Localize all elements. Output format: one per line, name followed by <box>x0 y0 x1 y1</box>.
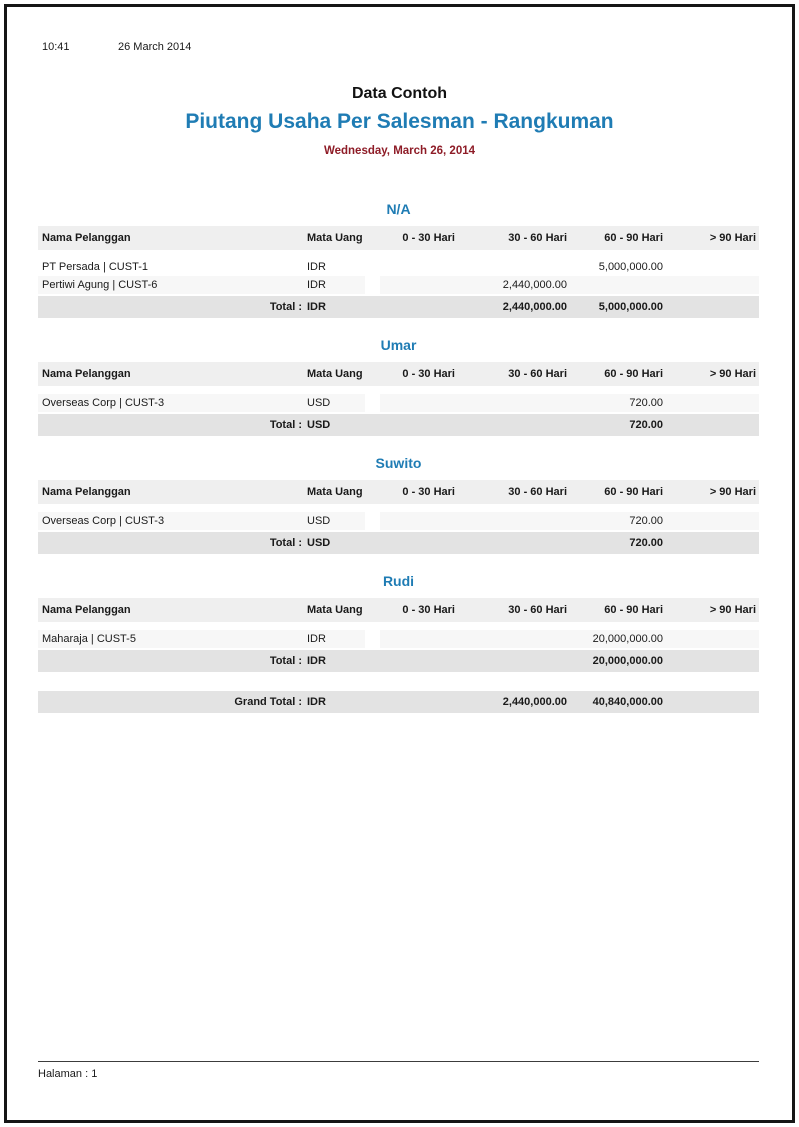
aging-cell <box>666 258 759 276</box>
aging-cell: 2,440,000.00 <box>458 276 570 294</box>
table-row <box>38 630 759 648</box>
total-row <box>38 414 759 436</box>
print-date: 26 March 2014 <box>118 41 192 53</box>
report-date: Wednesday, March 26, 2014 <box>323 145 476 157</box>
customer-cell: Pertiwi Agung | CUST-6 <box>38 276 303 294</box>
customer-cell: PT Persada | CUST-1 <box>42 261 148 273</box>
total-row-value: 720.00 <box>629 419 663 431</box>
aging-cell: 720.00 <box>570 512 666 530</box>
aging-cell <box>666 394 759 412</box>
salesman-section <box>38 573 759 672</box>
section-title: Rudi <box>382 573 415 589</box>
table-row <box>38 276 759 294</box>
aging-cell <box>458 512 570 530</box>
currency-cell: IDR <box>307 261 326 273</box>
customer-cell: Overseas Corp | CUST-3 <box>38 512 303 530</box>
grand-total-row-label: Grand Total : <box>234 696 302 708</box>
grand-total-row-value: 2,440,000.00 <box>502 696 567 708</box>
header-mata-uang: Mata Uang <box>307 486 363 498</box>
header-aging-3: 60 - 90 Hari <box>604 368 663 380</box>
table-header-row <box>38 480 759 504</box>
header-aging-3: 60 - 90 Hari <box>604 232 663 244</box>
column-gap <box>365 630 380 648</box>
column-gap <box>365 296 380 318</box>
header-aging-4: > 90 Hari <box>709 486 756 498</box>
table-header-row <box>38 598 759 622</box>
header-mata-uang: Mata Uang <box>307 232 363 244</box>
customer-cell: Overseas Corp | CUST-3 <box>38 394 303 412</box>
column-gap <box>365 276 380 294</box>
column-gap <box>365 394 380 412</box>
currency-cell: IDR <box>303 276 365 294</box>
total-row-value <box>458 650 570 672</box>
aging-cell <box>380 394 458 412</box>
aging-cell <box>666 512 759 530</box>
total-row-value <box>666 650 759 672</box>
total-row-value: 20,000,000.00 <box>592 655 663 667</box>
header-nama-pelanggan: Nama Pelanggan <box>42 232 131 244</box>
header-nama-pelanggan: Nama Pelanggan <box>42 486 131 498</box>
header-aging-4: > 90 Hari <box>709 232 756 244</box>
footer-divider <box>38 1061 759 1062</box>
aging-cell: 20,000,000.00 <box>570 630 666 648</box>
table-rows <box>38 258 759 294</box>
currency-cell: USD <box>303 512 365 530</box>
header-aging-2: 30 - 60 Hari <box>508 486 567 498</box>
header-nama-pelanggan: Nama Pelanggan <box>42 604 131 616</box>
column-gap <box>365 414 380 436</box>
column-gap <box>365 258 380 276</box>
report-body <box>38 201 759 713</box>
currency-cell: IDR <box>303 630 365 648</box>
column-gap <box>365 598 380 622</box>
company-name: Data Contoh <box>351 85 448 102</box>
total-row-value: 5,000,000.00 <box>598 301 663 313</box>
table-header-row <box>38 362 759 386</box>
header-aging-1: 0 - 30 Hari <box>402 368 455 380</box>
total-row-currency: IDR <box>307 655 326 667</box>
aging-cell <box>380 258 458 276</box>
aging-cell <box>380 630 458 648</box>
header-aging-1: 0 - 30 Hari <box>402 604 455 616</box>
total-row-value: 2,440,000.00 <box>502 301 567 313</box>
table-rows <box>38 630 759 648</box>
aging-cell: 720.00 <box>570 394 666 412</box>
table-header-row <box>38 226 759 250</box>
report-footer <box>38 1061 759 1080</box>
header-aging-2: 30 - 60 Hari <box>508 604 567 616</box>
print-time: 10:41 <box>42 41 70 53</box>
column-gap <box>365 362 380 386</box>
header-aging-2: 30 - 60 Hari <box>508 368 567 380</box>
total-row <box>38 532 759 554</box>
total-row-value <box>380 296 458 318</box>
header-mata-uang: Mata Uang <box>307 604 363 616</box>
salesman-section <box>38 337 759 436</box>
table-row <box>38 512 759 530</box>
total-row <box>38 650 759 672</box>
column-gap <box>365 480 380 504</box>
column-gap <box>365 691 380 713</box>
aging-cell <box>458 630 570 648</box>
total-row-value <box>380 414 458 436</box>
total-row-value <box>458 414 570 436</box>
header-aging-4: > 90 Hari <box>709 604 756 616</box>
column-gap <box>365 650 380 672</box>
aging-cell: 5,000,000.00 <box>598 261 663 273</box>
table-row <box>38 394 759 412</box>
column-gap <box>365 512 380 530</box>
aging-cell <box>458 394 570 412</box>
header-aging-3: 60 - 90 Hari <box>604 604 663 616</box>
total-row-value <box>458 532 570 554</box>
total-row-label: Total : <box>269 301 302 313</box>
header-aging-1: 0 - 30 Hari <box>402 232 455 244</box>
grand-total-row-value: 40,840,000.00 <box>592 696 663 708</box>
grand-total-row-currency: IDR <box>307 696 326 708</box>
currency-cell: USD <box>303 394 365 412</box>
header-aging-3: 60 - 90 Hari <box>604 486 663 498</box>
page-number: Halaman : 1 <box>38 1068 98 1080</box>
total-row-value <box>380 532 458 554</box>
column-gap <box>365 532 380 554</box>
aging-cell <box>380 512 458 530</box>
header-aging-2: 30 - 60 Hari <box>508 232 567 244</box>
total-row <box>38 296 759 318</box>
report-header <box>0 84 799 158</box>
aging-cell <box>380 276 458 294</box>
total-row-currency: USD <box>307 419 331 431</box>
table-row <box>38 258 759 276</box>
grand-total-row <box>38 691 759 713</box>
grand-total-row-value <box>666 691 759 713</box>
report-title: Piutang Usaha Per Salesman - Rangkuman <box>185 110 614 133</box>
table-rows <box>38 394 759 412</box>
total-row-value <box>380 650 458 672</box>
total-row-currency: IDR <box>307 301 326 313</box>
total-row-currency: USD <box>307 537 331 549</box>
table-rows <box>38 512 759 530</box>
section-title: Suwito <box>375 455 422 471</box>
aging-cell <box>666 276 759 294</box>
total-row-label: Total : <box>269 655 302 667</box>
total-row-value <box>666 414 759 436</box>
aging-cell <box>458 258 570 276</box>
section-title: N/A <box>386 201 411 217</box>
section-title: Umar <box>380 337 417 353</box>
header-aging-1: 0 - 30 Hari <box>402 486 455 498</box>
salesman-section <box>38 455 759 554</box>
salesman-section <box>38 201 759 318</box>
header-aging-4: > 90 Hari <box>709 368 756 380</box>
customer-cell: Maharaja | CUST-5 <box>38 630 303 648</box>
total-row-value <box>666 532 759 554</box>
total-row-label: Total : <box>269 419 302 431</box>
header-nama-pelanggan: Nama Pelanggan <box>42 368 131 380</box>
column-gap <box>365 226 380 250</box>
header-mata-uang: Mata Uang <box>307 368 363 380</box>
total-row-value <box>666 296 759 318</box>
grand-total-row-value <box>380 691 458 713</box>
aging-cell <box>570 276 666 294</box>
aging-cell <box>666 630 759 648</box>
total-row-label: Total : <box>269 537 302 549</box>
total-row-value: 720.00 <box>629 537 663 549</box>
